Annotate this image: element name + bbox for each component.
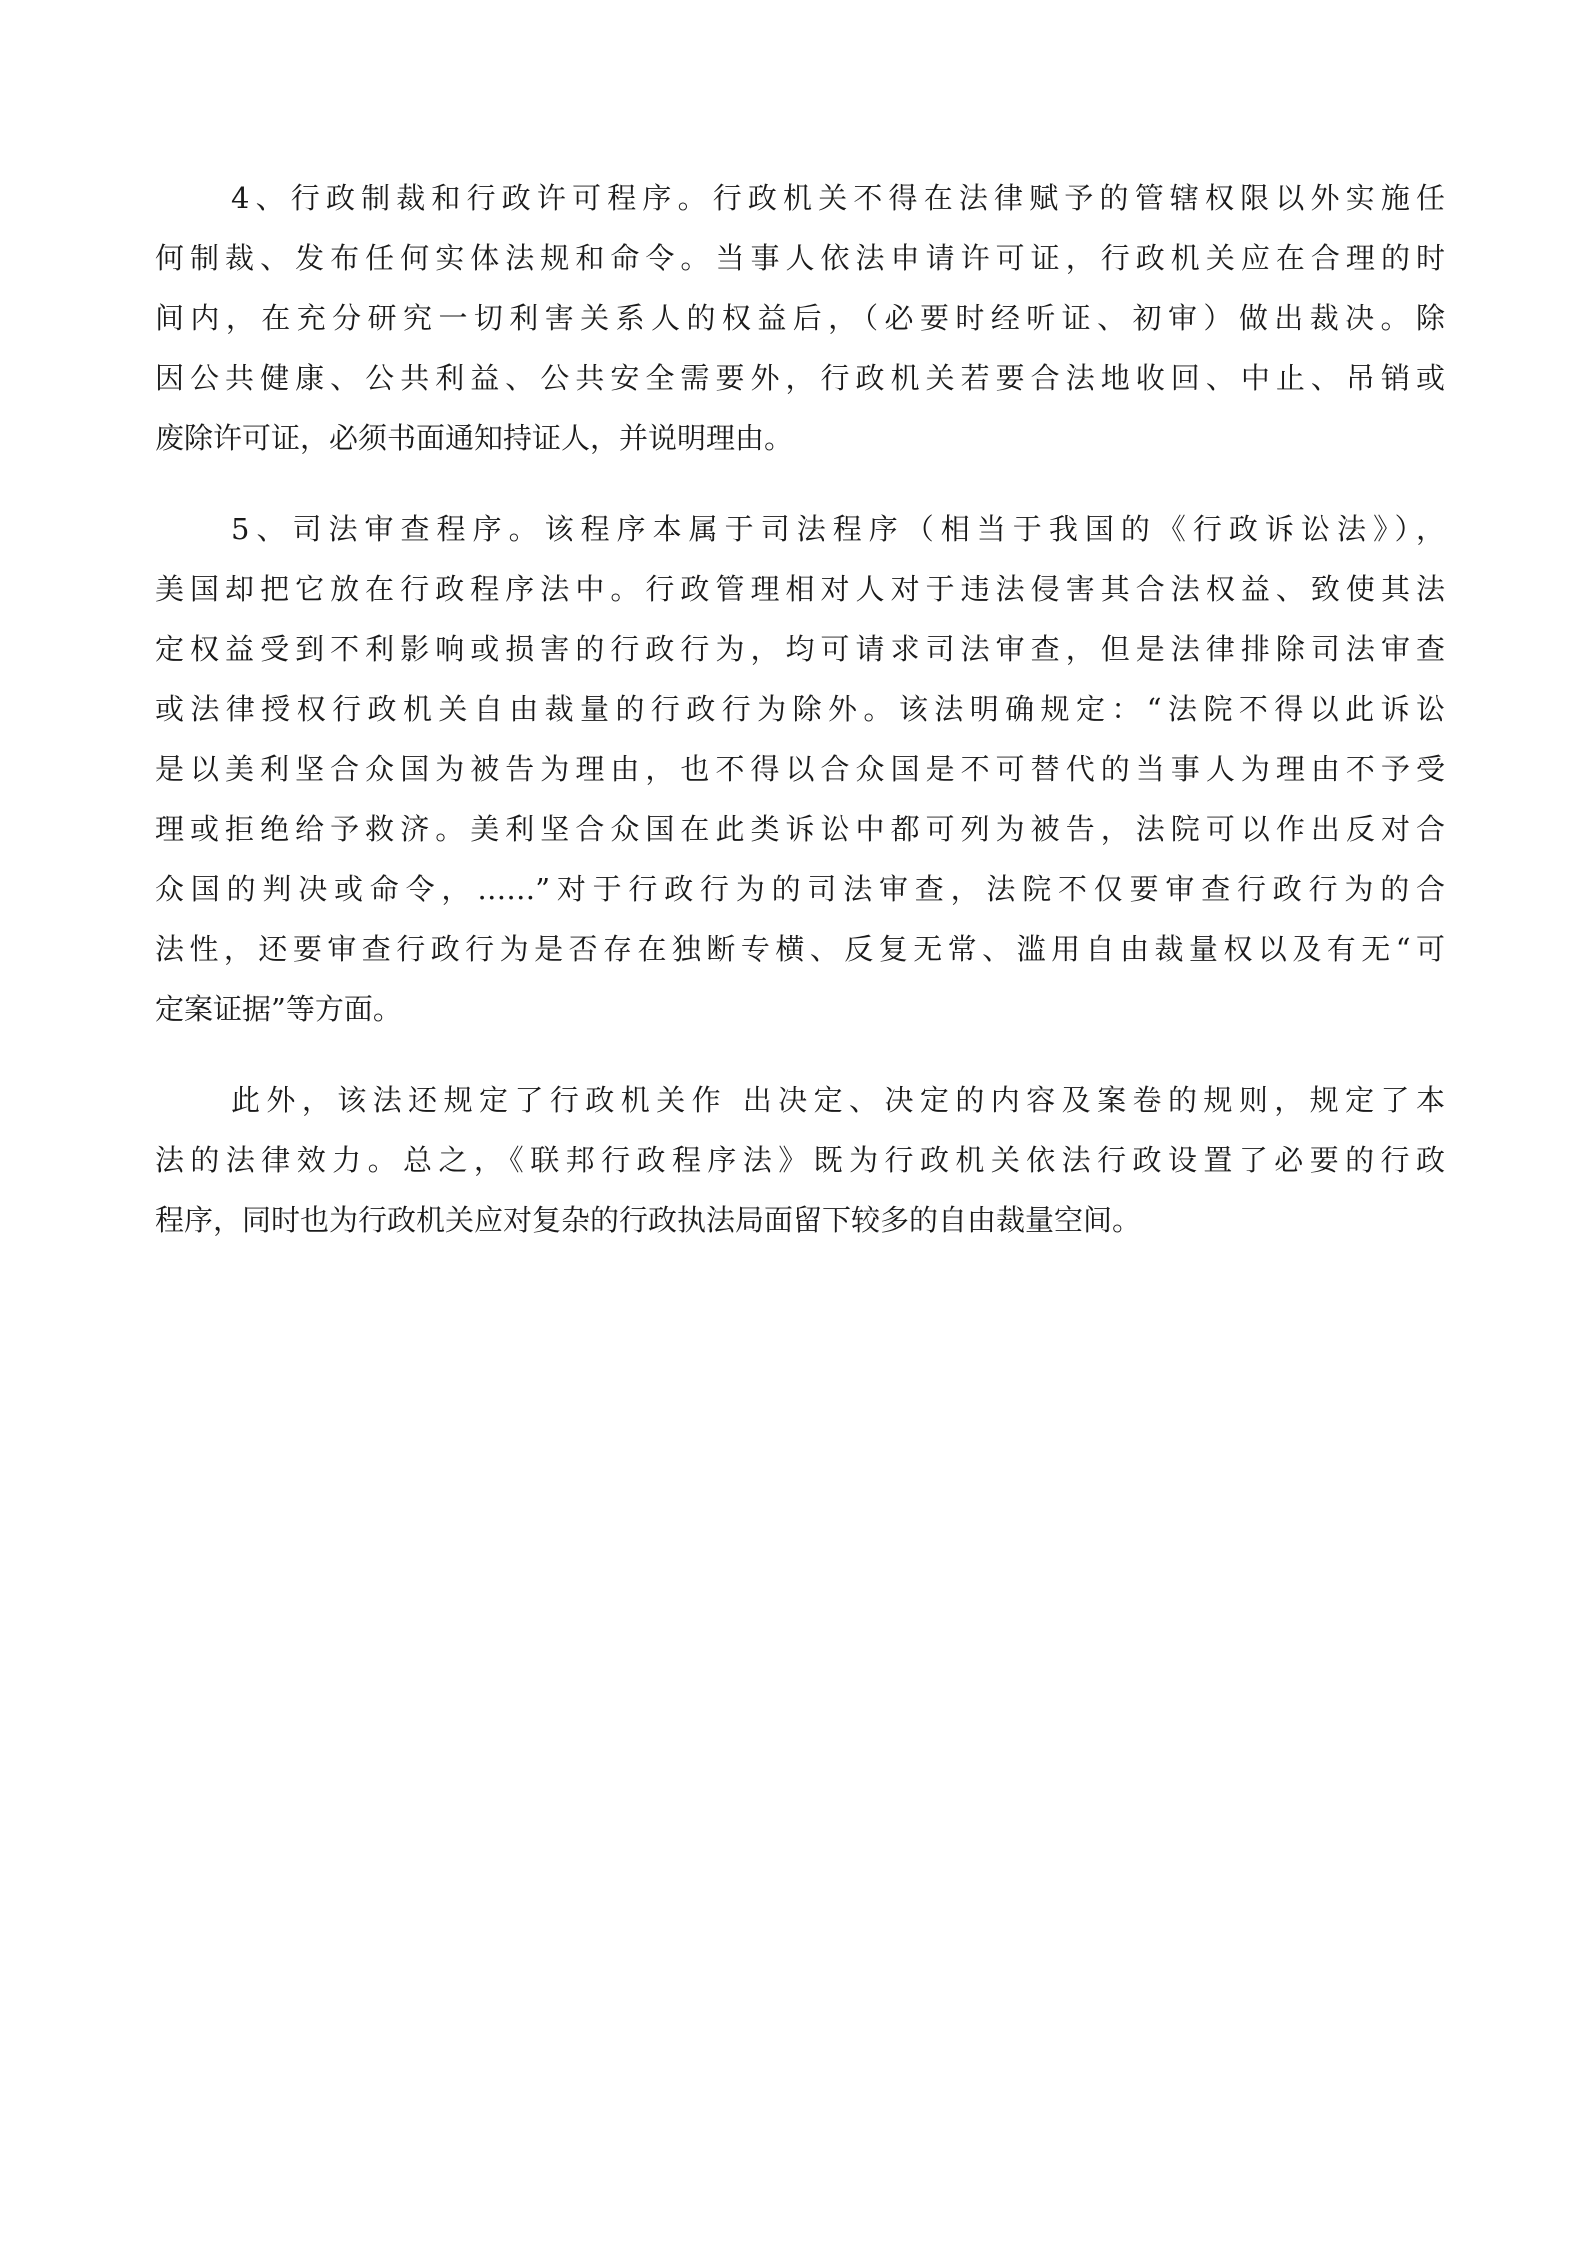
paragraph-line: 美国却把它放在行政程序法中。行政管理相对人对于违法侵害其合法权益、致使其法	[155, 572, 1445, 606]
paragraph-line: 法性，还要审查行政行为是否存在独断专横、反复无常、滥用自由裁量权以及有无“可	[155, 932, 1445, 966]
paragraph-line: 因公共健康、公共利益、公共安全需要外，行政机关若要合法地收回、中止、吊销或	[155, 361, 1445, 395]
paragraph-line: 间内，在充分研究一切利害关系人的权益后，（必要时经听证、初审）做出裁决。除	[155, 301, 1445, 335]
paragraph-line: 定案证据”等方面。	[155, 992, 402, 1026]
paragraph-summary	[155, 1070, 1445, 1250]
paragraph-line: 众国的判决或命令，……”对于行政行为的司法审查，法院不仅要审查行政行为的合	[155, 872, 1445, 906]
paragraph-line: 定权益受到不利影响或损害的行政行为，均可请求司法审查，但是法律排除司法审查	[155, 632, 1445, 666]
paragraph-line: 法的法律效力。总之，《联邦行政程序法》既为行政机关依法行政设置了必要的行政	[155, 1143, 1445, 1177]
paragraph-line: 4、行政制裁和行政许可程序。行政机关不得在法律赋予的管辖权限以外实施任	[231, 181, 1445, 215]
paragraph-line: 理或拒绝给予救济。美利坚合众国在此类诉讼中都可列为被告，法院可以作出反对合	[155, 812, 1445, 846]
document-body	[155, 168, 1445, 1281]
paragraph-line: 何制裁、发布任何实体法规和命令。当事人依法申请许可证，行政机关应在合理的时	[155, 241, 1445, 275]
paragraph-line: 废除许可证，必须书面通知持证人，并说明理由。	[155, 421, 794, 455]
paragraph-judicial-review	[155, 499, 1445, 1039]
paragraph-line: 是以美利坚合众国为被告为理由，也不得以合众国是不可替代的当事人为理由不予受	[155, 752, 1445, 786]
paragraph-line: 或法律授权行政机关自由裁量的行政行为除外。该法明确规定：“法院不得以此诉讼	[155, 692, 1445, 726]
paragraph-line: 此外，该法还规定了行政机关作 出决定、决定的内容及案卷的规则，规定了本	[231, 1083, 1445, 1117]
paragraph-line: 程序，同时也为行政机关应对复杂的行政执法局面留下较多的自由裁量空间。	[155, 1203, 1142, 1237]
paragraph-administrative-sanctions	[155, 168, 1445, 468]
paragraph-line: 5、司法审查程序。该程序本属于司法程序（相当于我国的《行政诉讼法》），	[231, 512, 1445, 546]
